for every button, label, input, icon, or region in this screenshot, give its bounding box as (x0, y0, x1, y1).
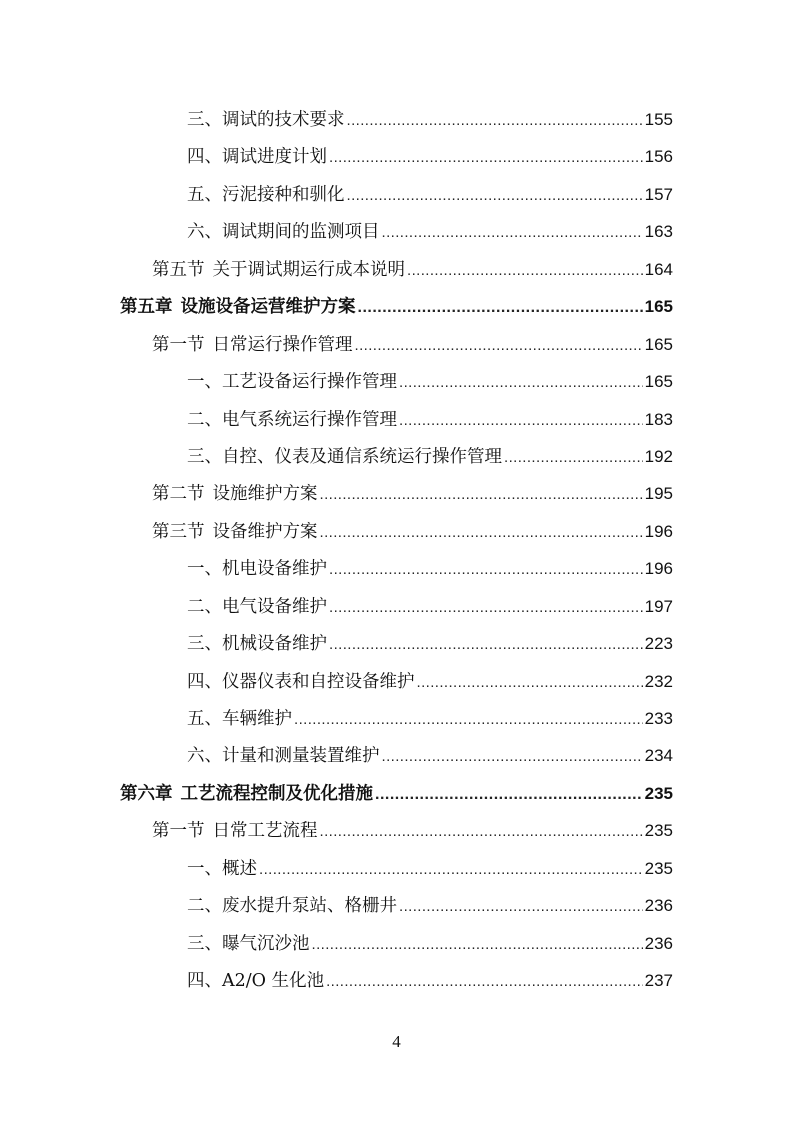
toc-chapter-entry[interactable] (120, 775, 673, 812)
toc-section-entry[interactable] (120, 475, 673, 512)
toc-leader-dots (320, 476, 643, 513)
page-number: 4 (392, 1032, 401, 1051)
toc-entry-title: 车辆维护 (222, 709, 292, 729)
toc-entry-label (187, 926, 310, 963)
toc-page-number: 164 (644, 259, 673, 279)
toc-entry-label (187, 626, 327, 663)
toc-entry-label (187, 139, 327, 176)
toc-subsection-entry[interactable] (120, 138, 673, 175)
toc-leader-dots (504, 439, 643, 476)
toc-entry-label (152, 476, 318, 513)
toc-page-number: 234 (644, 746, 673, 766)
toc-page-number: 192 (644, 446, 673, 466)
toc-entry-title: 调试的技术要求 (222, 110, 345, 130)
toc-leader-dots (399, 364, 643, 401)
toc-entry-label (120, 776, 373, 813)
toc-page-number: 163 (644, 222, 673, 242)
toc-leader-dots (375, 776, 643, 813)
toc-section-entry[interactable] (120, 326, 673, 363)
toc-subsection-entry[interactable] (120, 101, 673, 138)
toc-entry-label (187, 214, 380, 251)
toc-subsection-entry[interactable] (120, 625, 673, 662)
toc-entry-title: 调试进度计划 (222, 147, 327, 168)
toc-entry-number: 三、 (187, 110, 222, 130)
toc-entry-title: 调试期间的监测项目 (222, 222, 380, 243)
toc-leader-dots (329, 626, 643, 663)
toc-entry-title: 电气系统运行操作管理 (222, 409, 397, 430)
toc-page-number: 195 (644, 484, 673, 504)
toc-page-number: 165 (644, 334, 673, 354)
toc-entry-label (187, 888, 397, 925)
toc-entry-number: 四、 (187, 147, 222, 168)
toc-entry-number: 三、 (187, 634, 222, 655)
toc-leader-dots (382, 214, 643, 251)
toc-leader-dots (329, 551, 643, 588)
toc-entry-label (187, 963, 324, 1000)
toc-leader-dots (329, 139, 643, 176)
toc-leader-dots (358, 289, 643, 326)
toc-subsection-entry[interactable] (120, 925, 673, 962)
toc-entry-number: 六、 (187, 746, 222, 767)
toc-subsection-entry[interactable] (120, 213, 673, 250)
toc-entry-title: 工艺设备运行操作管理 (222, 372, 397, 393)
toc-entry-label (187, 589, 327, 626)
toc-entry-label (187, 177, 345, 214)
toc-entry-number: 第三节 (152, 521, 205, 542)
toc-entry-label (152, 813, 318, 850)
toc-entry-title: 日常工艺流程 (212, 821, 318, 842)
toc-page-number: 232 (644, 671, 673, 691)
toc-entry-title: 工艺流程控制及优化措施 (180, 783, 373, 804)
toc-leader-dots (382, 738, 643, 775)
toc-entry-title: 设施设备运营维护方案 (180, 297, 356, 318)
toc-entry-number: 五、 (187, 709, 222, 729)
toc-page-number: 196 (644, 521, 673, 541)
toc-leader-dots (312, 926, 643, 963)
toc-entry-title: 废水提升泵站、格栅井 (222, 896, 397, 917)
toc-leader-dots (294, 701, 643, 738)
toc-entry-number: 第二节 (152, 484, 205, 505)
toc-subsection-entry[interactable] (120, 363, 673, 400)
toc-entry-label (187, 738, 380, 775)
toc-entry-number: 二、 (187, 596, 222, 617)
toc-entry-label (152, 327, 353, 364)
toc-entry-number: 第一节 (152, 821, 205, 842)
toc-entry-title: 计量和测量装置维护 (222, 746, 380, 767)
toc-subsection-entry[interactable] (120, 850, 673, 887)
toc-page-number: 235 (644, 858, 673, 878)
toc-entry-number: 第五节 (152, 259, 205, 280)
toc-page-number: 156 (644, 147, 673, 167)
toc-page-number: 157 (644, 184, 673, 204)
toc-entry-label (187, 551, 327, 588)
toc-subsection-entry[interactable] (120, 401, 673, 438)
toc-subsection-entry[interactable] (120, 438, 673, 475)
toc-entry-title: 日常运行操作管理 (212, 334, 353, 355)
toc-entry-label (120, 289, 356, 326)
toc-entry-label (152, 252, 405, 289)
toc-page-number: 197 (644, 596, 673, 616)
toc-subsection-entry[interactable] (120, 887, 673, 924)
toc-entry-title: 机电设备维护 (222, 559, 327, 580)
toc-entry-number: 第一节 (152, 334, 205, 355)
toc-entry-title: A2/O 生化池 (222, 971, 325, 992)
toc-subsection-entry[interactable] (120, 550, 673, 587)
toc-entry-number: 四、 (187, 671, 222, 692)
toc-page-number: 155 (644, 110, 673, 129)
toc-leader-dots (347, 102, 643, 139)
toc-subsection-entry[interactable] (120, 737, 673, 774)
toc-entry-number: 三、 (187, 446, 222, 467)
toc-section-entry[interactable] (120, 513, 673, 550)
toc-page-number: 223 (644, 634, 673, 654)
toc-entry-number: 第五章 (120, 297, 173, 318)
toc-entry-title: 电气设备维护 (222, 596, 327, 617)
toc-page-number: 237 (644, 971, 673, 991)
toc-subsection-entry[interactable] (120, 663, 673, 700)
toc-entry-label (187, 364, 397, 401)
toc-entry-label (187, 664, 415, 701)
toc-entry-title: 仪器仪表和自控设备维护 (222, 671, 415, 692)
toc-page-number: 236 (644, 896, 673, 916)
toc-entry-title: 自控、仪表及通信系统运行操作管理 (222, 446, 502, 467)
toc-section-entry[interactable] (120, 812, 673, 849)
toc-page-number: 196 (644, 559, 673, 579)
toc-subsection-entry[interactable] (120, 176, 673, 213)
toc-leader-dots (347, 177, 643, 214)
toc-leader-dots (320, 514, 643, 551)
toc-leader-dots (326, 963, 643, 1000)
toc-entry-label (187, 851, 257, 888)
table-of-contents (120, 101, 673, 1000)
toc-entry-title: 设备维护方案 (212, 521, 318, 542)
toc-chapter-entry[interactable] (120, 288, 673, 325)
toc-entry-title: 关于调试期运行成本说明 (212, 259, 405, 280)
toc-entry-title: 设施维护方案 (212, 484, 318, 505)
toc-entry-label (187, 701, 292, 738)
toc-entry-number: 一、 (187, 858, 222, 879)
toc-leader-dots (399, 402, 643, 439)
toc-entry-number: 第六章 (120, 783, 173, 804)
toc-entry-number: 二、 (187, 896, 222, 917)
toc-leader-dots (329, 589, 643, 626)
toc-page-number: 233 (644, 709, 673, 728)
toc-page-number: 236 (644, 933, 673, 953)
toc-page-number: 165 (644, 372, 673, 392)
toc-entry-label (187, 102, 345, 139)
toc-entry-label (152, 514, 318, 551)
toc-leader-dots (407, 252, 643, 289)
toc-entry-title: 曝气沉沙池 (222, 933, 310, 954)
toc-entry-number: 四、 (187, 971, 222, 992)
toc-page-number: 183 (644, 409, 673, 429)
toc-page-number: 235 (644, 821, 673, 841)
toc-entry-title: 机械设备维护 (222, 634, 327, 655)
toc-entry-title: 污泥接种和驯化 (222, 184, 345, 205)
toc-entry-label (187, 439, 502, 476)
toc-subsection-entry[interactable] (120, 700, 673, 737)
toc-section-entry[interactable] (120, 251, 673, 288)
toc-page-number: 235 (644, 783, 673, 803)
toc-subsection-entry[interactable] (120, 588, 673, 625)
toc-entry-number: 五、 (187, 184, 222, 205)
toc-entry-number: 六、 (187, 222, 222, 243)
toc-leader-dots (399, 888, 643, 925)
toc-leader-dots (355, 327, 643, 364)
toc-leader-dots (320, 813, 643, 850)
toc-page-number: 165 (644, 297, 673, 317)
toc-leader-dots (259, 851, 643, 888)
toc-entry-title: 概述 (222, 858, 257, 879)
toc-entry-number: 一、 (187, 559, 222, 580)
toc-subsection-entry[interactable] (120, 962, 673, 999)
toc-entry-label (187, 402, 397, 439)
toc-entry-number: 一、 (187, 372, 222, 393)
toc-leader-dots (417, 664, 643, 701)
toc-entry-number: 三、 (187, 933, 222, 954)
toc-entry-number: 二、 (187, 409, 222, 430)
